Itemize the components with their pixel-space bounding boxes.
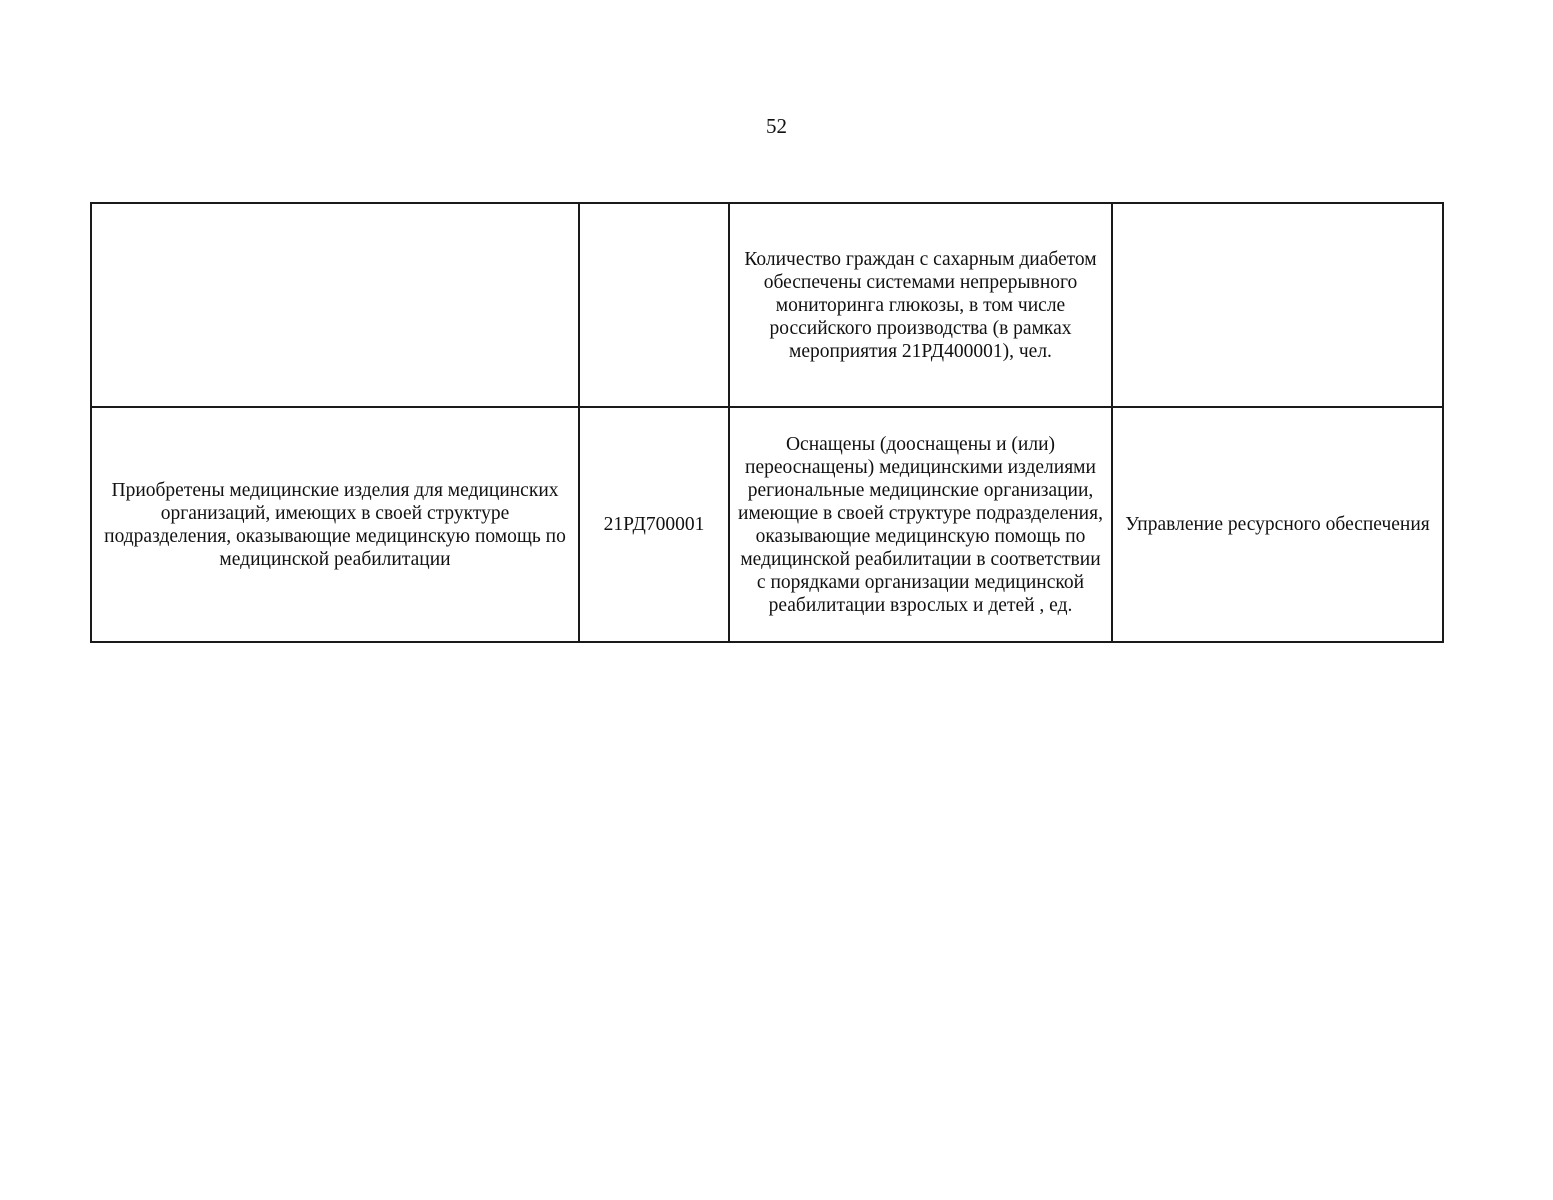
table-cell-responsible: Управление ресурсного обеспечения	[1112, 407, 1443, 642]
document-table	[90, 202, 1444, 643]
table-cell-indicator: Количество граждан с сахарным диабетом обеспечены системами непрерывного мониторинга глюкозы, в том числе российского производства (в рамках мероприятия 21РД400001), чел.	[729, 203, 1112, 407]
table-cell-result: Приобретены медицинские изделия для медицинских организаций, имеющих в своей структуре подразделения, оказывающие медицинскую помощь по медицинской реабилитации	[91, 407, 579, 642]
page-number: 52	[766, 114, 787, 138]
table-row	[91, 407, 1443, 642]
table-cell-code	[579, 203, 729, 407]
table-cell-code: 21РД700001	[579, 407, 729, 642]
table-row	[91, 203, 1443, 407]
table-cell-result	[91, 203, 579, 407]
table-cell-responsible	[1112, 203, 1443, 407]
table-cell-indicator: Оснащены (дооснащены и (или) переоснащены) медицинскими изделиями региональные медицинские организации, имеющие в своей структуре подразделения, оказывающие медицинскую помощь по медицинской реабилитации в соответствии с порядками организации медицинской реабилитации взрослых и детей , ед.	[729, 407, 1112, 642]
